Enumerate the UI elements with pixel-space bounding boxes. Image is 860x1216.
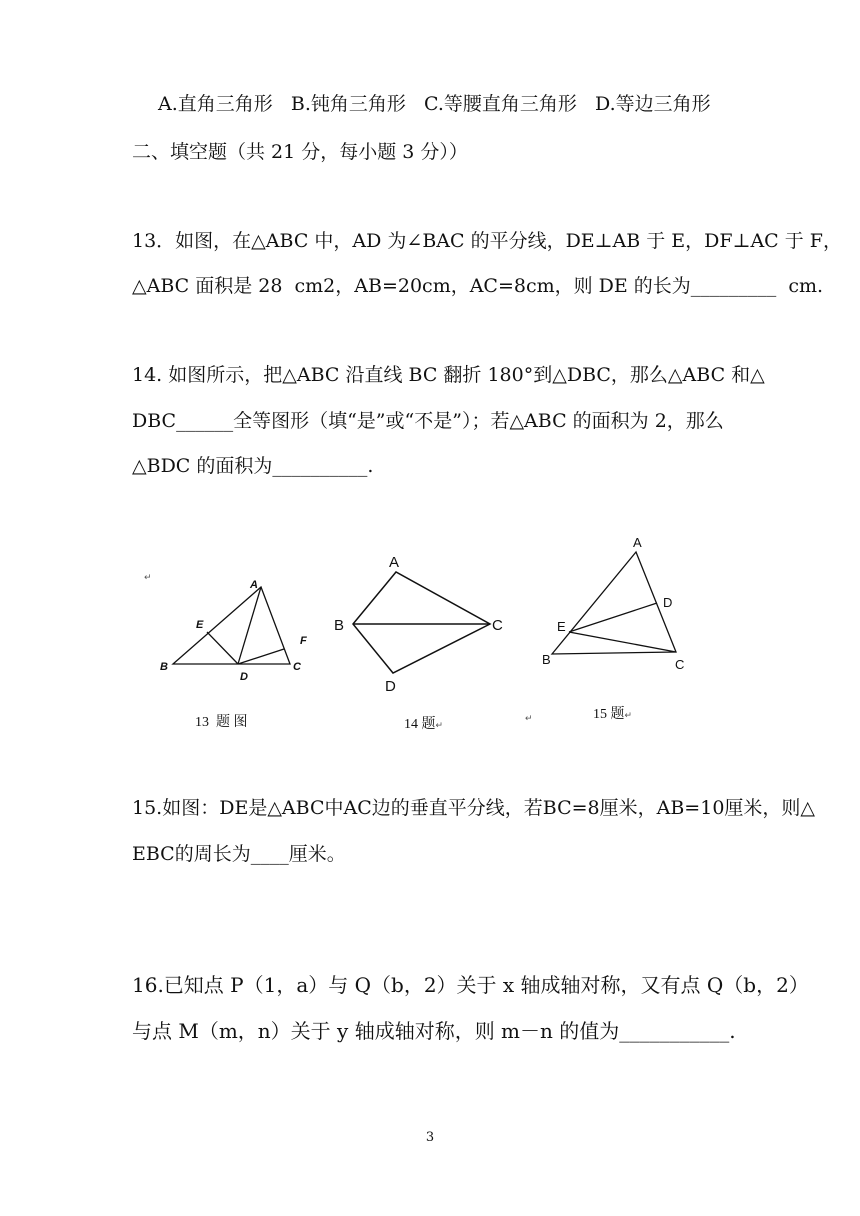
q13-line1: 13．如图，在△ABC 中，AD 为∠BAC 的平分线，DE⊥AB 于 E，DF⊥AC 于 F， [132, 230, 842, 252]
fig14-label-c: C [492, 617, 503, 634]
q14-line2: DBC______全等图形（填“是”或“不是”）；若△ABC 的面积为 2，那么 [132, 410, 724, 432]
figure-14 [330, 550, 510, 699]
fig15-caption [593, 703, 632, 723]
q15-line2: EBC的周长为____厘米。 [132, 843, 346, 865]
fig13-label-e: E [196, 619, 204, 631]
figure-15 [535, 530, 705, 679]
paragraph-mark: ↵ [435, 720, 444, 730]
fig13-label-b: B [160, 661, 168, 673]
fig15-label-a: A [633, 535, 642, 550]
fig15-caption-text: 15 题 [593, 707, 625, 722]
fig13-label-c: C [293, 661, 301, 673]
section-heading: 二、填空题（共 21 分，每小题 3 分）） [132, 141, 468, 163]
fig13-caption: 13 题 图 [195, 715, 248, 730]
paragraph-mark: ↵ [525, 713, 533, 723]
fig15-label-d: D [663, 595, 673, 610]
page-number: 3 [425, 1130, 435, 1145]
fig15-label-e: E [557, 619, 566, 634]
fig14-label-a: A [389, 554, 400, 571]
q14-line3: △BDC 的面积为__________. [132, 455, 374, 477]
figure-13 [140, 570, 320, 684]
fig13-label-d: D [240, 671, 248, 683]
fig14-label-d: D [385, 678, 396, 695]
paragraph-mark: ↵ [144, 573, 152, 583]
fig13-label-a: A [250, 579, 258, 591]
answer-options: A.直角三角形 B.钝角三角形 C.等腰直角三角形 D.等边三角形 [158, 93, 711, 115]
q16-line2: 与点 M（m，n）关于 y 轴成轴对称，则 m－n 的值为___________. [132, 1019, 736, 1043]
q14-line1: 14. 如图所示，把△ABC 沿直线 BC 翻折 180°到△DBC，那么△ABC 和△ [132, 364, 765, 386]
fig13-label-f: F [300, 635, 307, 647]
fig14-caption-text: 14 题 [404, 717, 436, 732]
q13-line2: △ABC 面积是 28 cm2，AB=20cm，AC=8cm，则 DE 的长为_________ cm. [132, 275, 824, 297]
paragraph-mark: ↵ [624, 710, 633, 720]
q16-line1: 16.已知点 P（1，a）与 Q（b，2）关于 x 轴成轴对称，又有点 Q（b，2） [132, 973, 809, 997]
fig15-label-b: B [542, 652, 551, 667]
fig14-label-b: B [334, 617, 345, 634]
fig15-label-c: C [675, 657, 685, 672]
q15-line1: 15.如图：DE是△ABC中AC边的垂直平分线，若BC=8厘米，AB=10厘米，则△ [132, 797, 816, 819]
fig14-caption [404, 713, 443, 733]
